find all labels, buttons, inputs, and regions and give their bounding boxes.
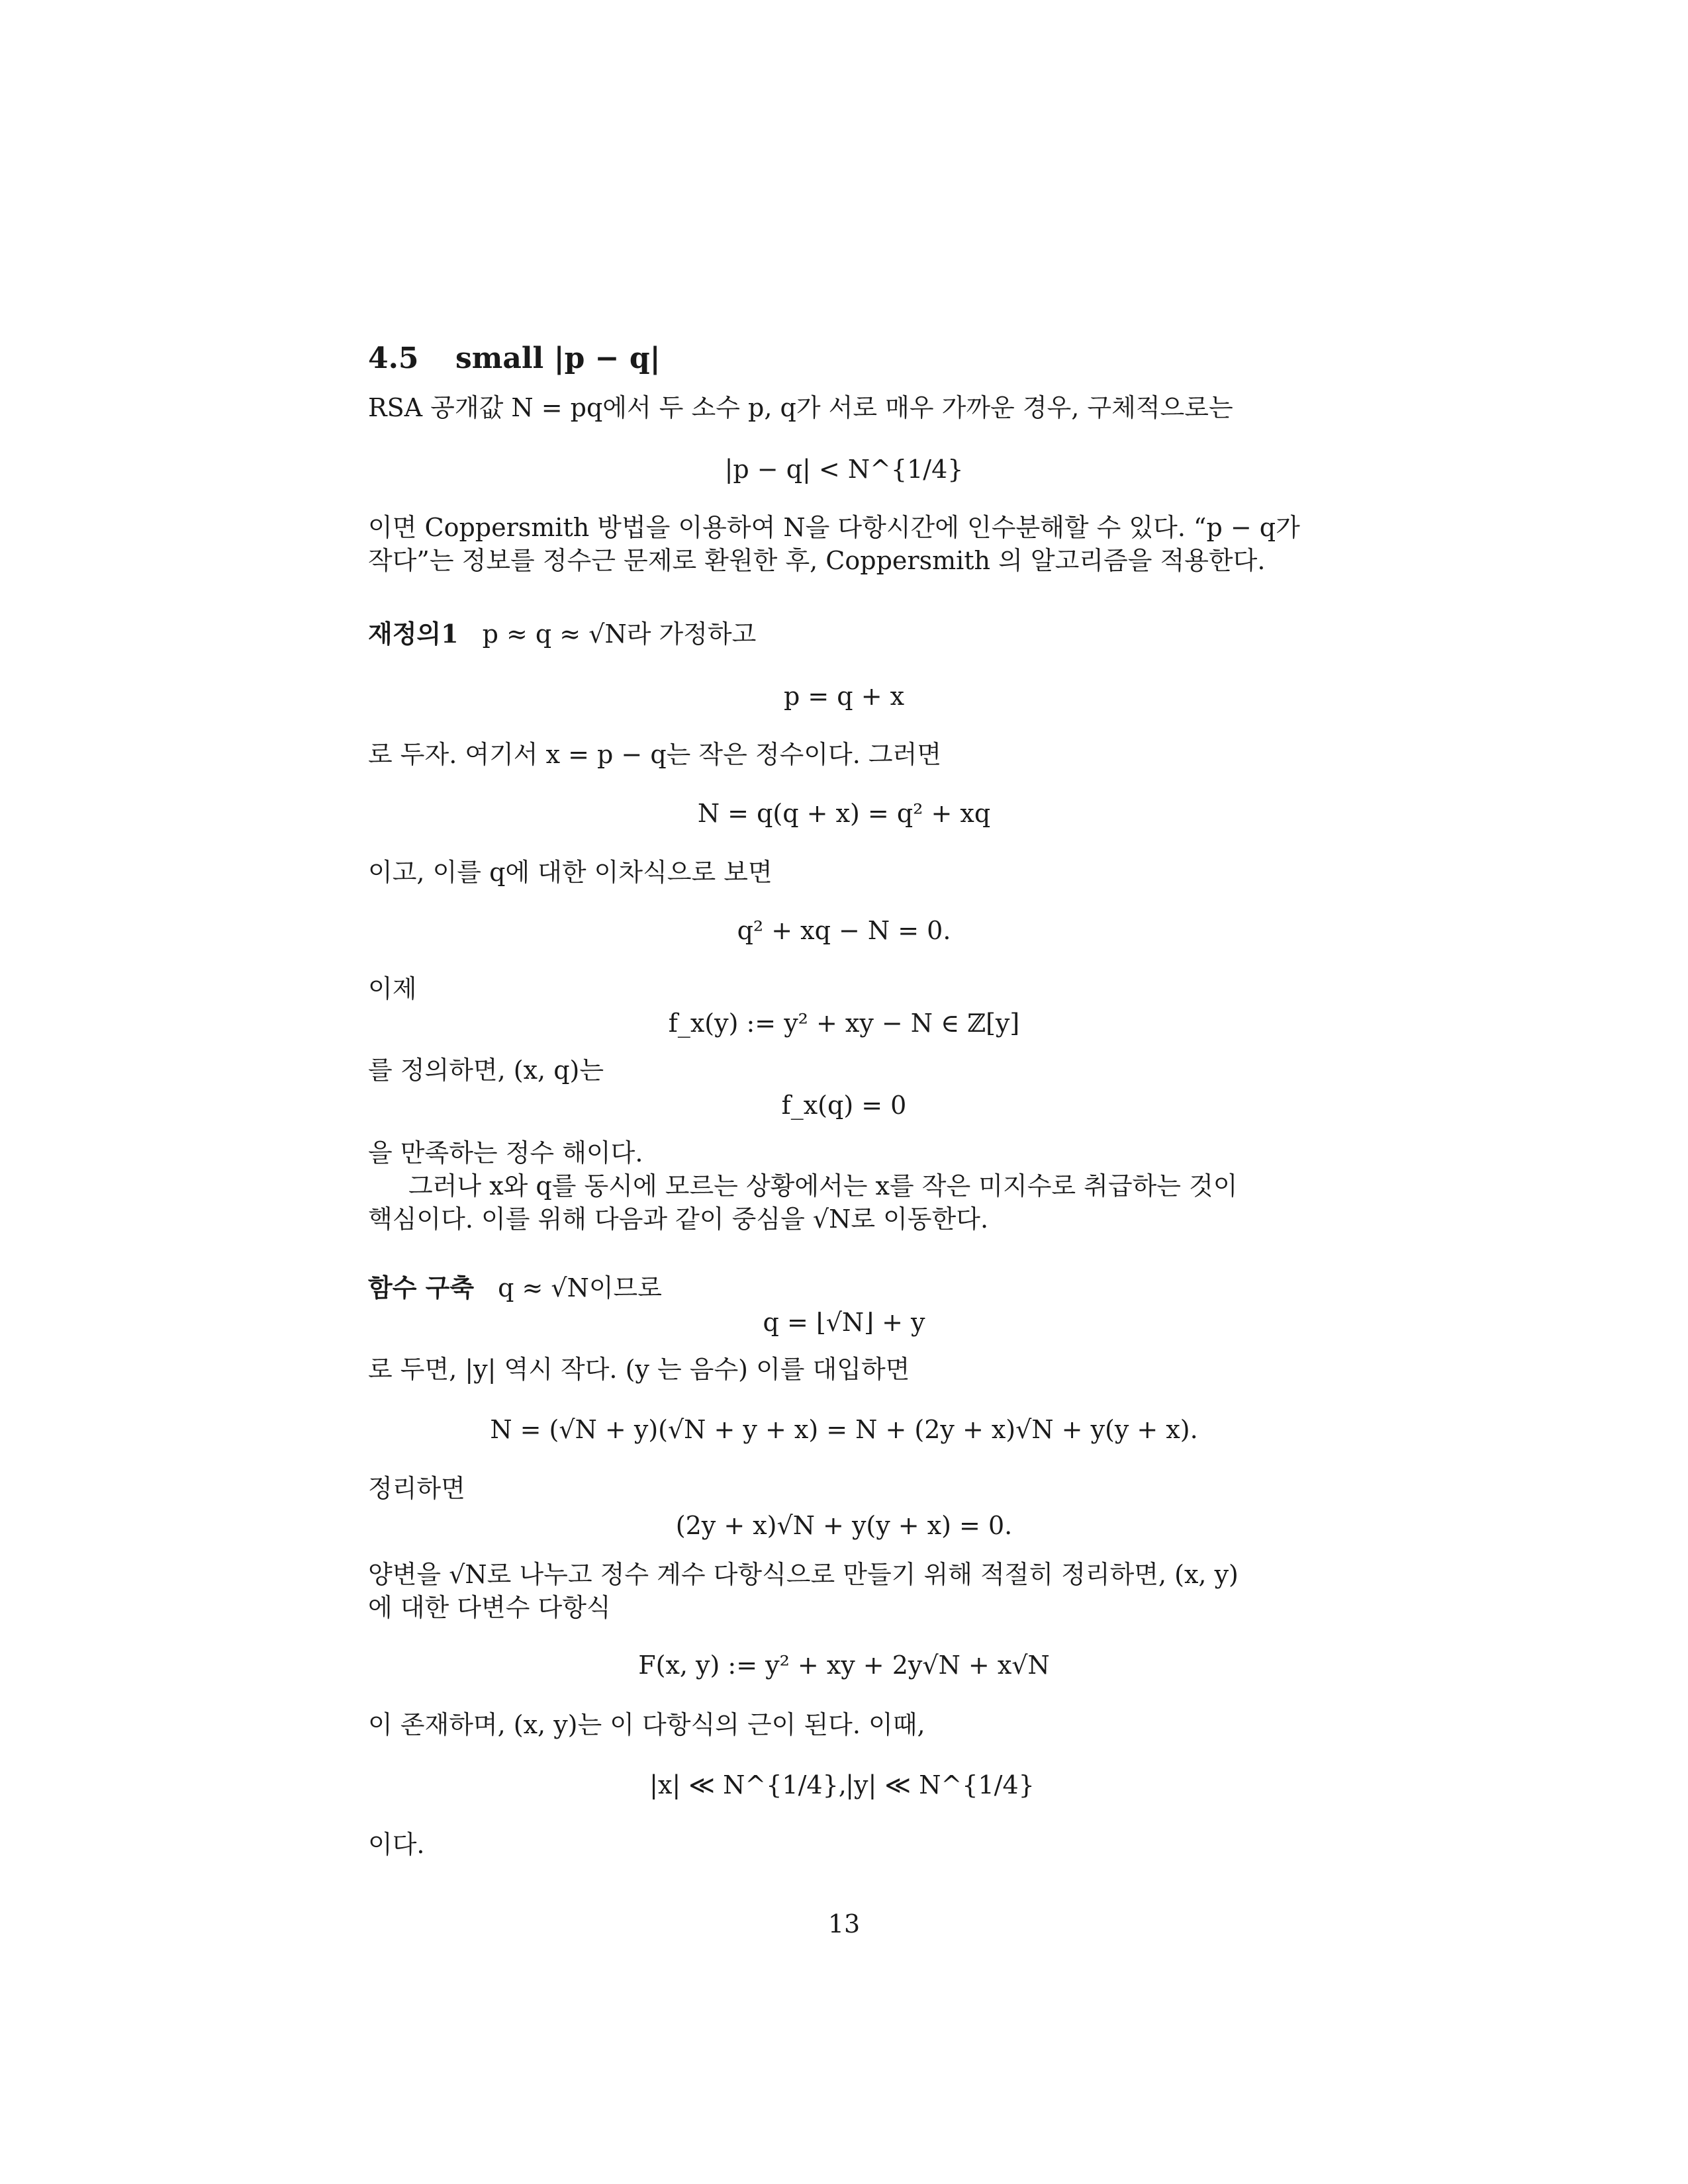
redefinition-paragraph xyxy=(368,618,756,650)
intro-line-2: 이면 Coppersmith 방법을 이용하여 N을 다항시간에 인수분해할 수 있다. “p − q가 xyxy=(368,513,1300,542)
redefinition-line-3: 이고, 이를 q에 대한 이차식으로 보면 xyxy=(368,858,773,887)
equation-N: N = q(q + x) = q² + xq xyxy=(697,799,991,828)
construction-line-6: 이 존재하며, (x, y)는 이 다항식의 근이 된다. 이때, xyxy=(368,1710,925,1739)
construction-line-1: q ≈ √N이므로 xyxy=(498,1273,662,1302)
equation-quadratic: q² + xq − N = 0. xyxy=(737,916,951,945)
section-title: small |p − q| xyxy=(455,341,661,375)
equation-fx: f_x(y) := y² + xy − N ∈ ℤ[y] xyxy=(668,1009,1020,1038)
section-number: 4.5 xyxy=(368,341,419,375)
intro-line-3: 작다”는 정보를 정수근 문제로 환원한 후, Coppersmith 의 알고리즘을 적용한다. xyxy=(368,546,1266,575)
intro-line-1: RSA 공개값 N = pq에서 두 소수 p, q가 서로 매우 가까운 경우, 구체적으로는 xyxy=(368,393,1233,422)
redefinition-line-2: 로 두자. 여기서 x = p − q는 작은 정수이다. 그러면 xyxy=(368,740,942,769)
paragraph-title-redefinition: 재정의1 xyxy=(368,619,459,649)
equation-expand: N = (√N + y)(√N + y + x) = N + (2y + x)√N + y(y + x). xyxy=(490,1415,1198,1444)
construction-line-3: 정리하면 xyxy=(368,1474,465,1503)
equation-q: q = ⌊√N⌋ + y xyxy=(763,1308,925,1337)
redefinition-line-5: 를 정의하면, (x, q)는 xyxy=(368,1056,604,1085)
paragraph-title-construction: 함수 구축 xyxy=(368,1273,475,1302)
equation-root: f_x(q) = 0 xyxy=(781,1091,907,1120)
equation-bound-y: |y| ≪ N^{1/4} xyxy=(845,1770,1035,1799)
construction-paragraph xyxy=(368,1272,662,1304)
equation-simplified: (2y + x)√N + y(y + x) = 0. xyxy=(675,1511,1013,1540)
redefinition-line-8: 핵심이다. 이를 위해 다음과 같이 중심을 √N로 이동한다. xyxy=(368,1205,989,1234)
construction-line-5: 에 대한 다변수 다항식 xyxy=(368,1593,611,1622)
equation-F: F(x, y) := y² + xy + 2y√N + x√N xyxy=(638,1651,1050,1680)
construction-line-7: 이다. xyxy=(368,1830,425,1859)
construction-line-2: 로 두면, |y| 역시 작다. (y 는 음수) 이를 대입하면 xyxy=(368,1355,910,1384)
equation-bound: |p − q| < N^{1/4} xyxy=(724,455,964,484)
redefinition-line-1: p ≈ q ≈ √N라 가정하고 xyxy=(482,619,757,649)
section-heading xyxy=(368,341,661,375)
construction-line-4: 양변을 √N로 나누고 정수 계수 다항식으로 만들기 위해 적절히 정리하면, (x, y) xyxy=(368,1560,1239,1589)
equation-bound-x: |x| ≪ N^{1/4}, xyxy=(649,1770,847,1799)
equation-p: p = q + x xyxy=(783,682,905,711)
redefinition-line-4: 이제 xyxy=(368,974,417,1003)
page-number: 13 xyxy=(827,1909,861,1938)
redefinition-line-7: 그러나 x와 q를 동시에 모르는 상황에서는 x를 작은 미지수로 취급하는 것이 xyxy=(408,1171,1238,1201)
redefinition-line-6: 을 만족하는 정수 해이다. xyxy=(368,1138,643,1167)
